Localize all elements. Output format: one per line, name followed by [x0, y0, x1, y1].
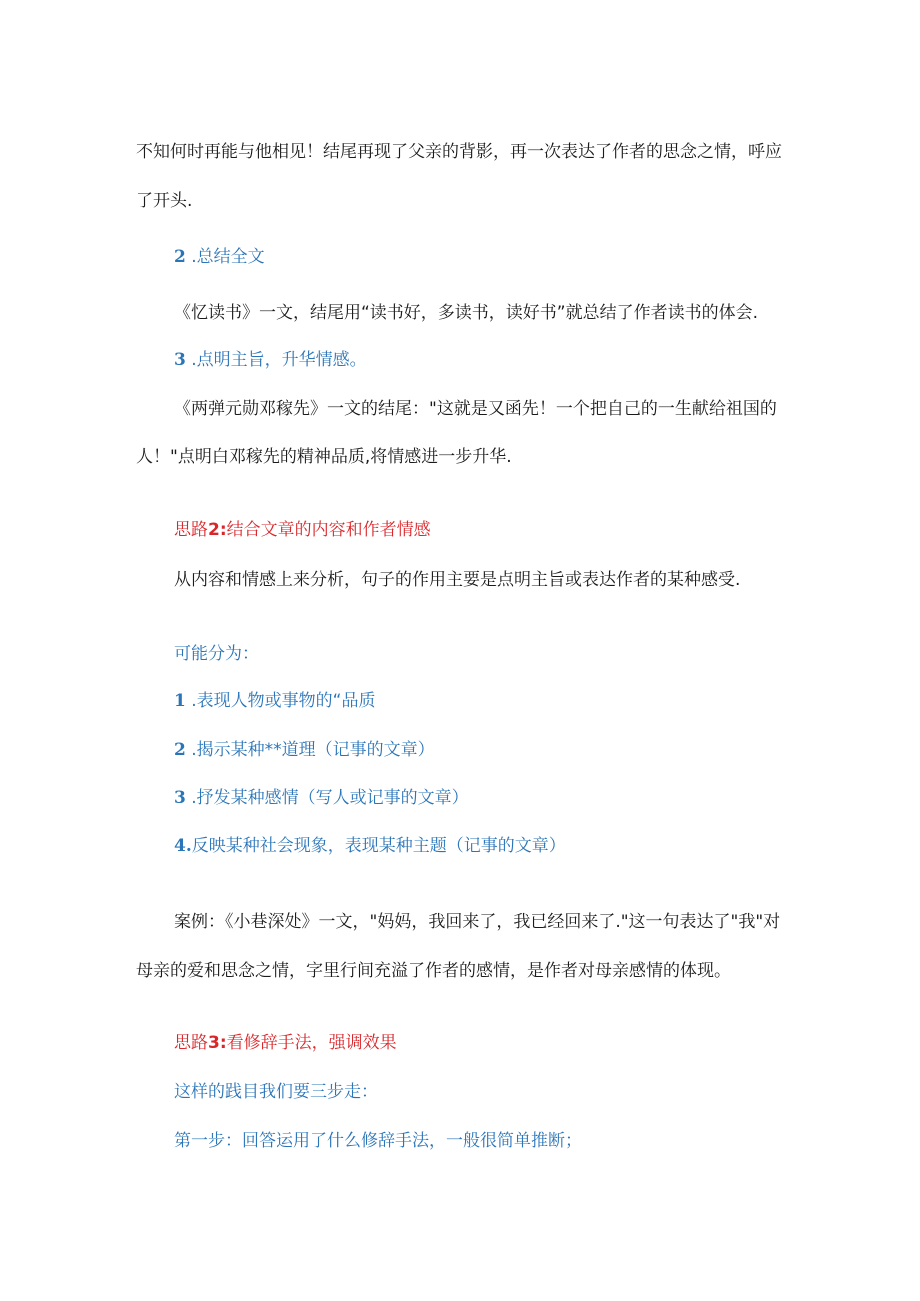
list-item-1-text: .表现人物或事物的“品质 — [191, 691, 376, 711]
heading-summary-number: 2 — [174, 247, 186, 267]
paragraph-case-line-2: 母亲的爱和思念之情，字里行间充溢了作者的感情，是作者对母亲感情的体现。 — [136, 961, 731, 981]
approach-3-number: 3: — [208, 1033, 227, 1053]
paragraph-ending-line-1: 不知何时再能与他相见！结尾再现了父亲的背影，再一次表达了作者的思念之情，呼应 — [136, 142, 782, 162]
heading-summary-text: .总结全文 — [191, 247, 265, 267]
paragraph-yidushu: 《忆读书》一文，结尾用“读书好，多读书，读好书”就总结了作者读书的体会. — [174, 303, 759, 323]
heading-theme-number: 3 — [174, 350, 186, 370]
paragraph-content-emotion: 从内容和情感上来分析，句子的作用主要是点明主旨或表达作者的某种感受. — [174, 570, 741, 590]
list-item-3-number: 3 — [174, 788, 186, 808]
paragraph-case-line-1: 案例：《小巷深处》一文，"妈妈，我回来了，我已经回来了."这一句表达了"我"对 — [174, 912, 781, 932]
approach-2-prefix: 思路 — [174, 520, 208, 540]
approach-3-text: 看修辞手法，强调效果 — [226, 1033, 397, 1053]
approach-2-number: 2: — [208, 520, 227, 540]
heading-summary — [174, 246, 265, 268]
list-item-1-number: 1 — [174, 691, 186, 711]
list-item-1 — [174, 690, 375, 712]
heading-approach-3 — [174, 1032, 397, 1054]
list-item-4-text: 反映某种社会现象，表现某种主题（记事的文章） — [191, 836, 566, 856]
heading-approach-2 — [174, 519, 431, 541]
list-item-4 — [174, 835, 566, 857]
paragraph-dengjiaxian-line-1: 《两弹元勋邓稼先》一文的结尾："这就是又函先！一个把自己的一生献给祖国的 — [174, 399, 777, 419]
list-item-3 — [174, 787, 469, 809]
heading-theme — [174, 349, 367, 371]
list-item-2-number: 2 — [174, 740, 186, 760]
approach-3-prefix: 思路 — [174, 1033, 208, 1053]
heading-theme-text: .点明主旨，升华情感。 — [191, 350, 367, 370]
approach-2-text: 结合文章的内容和作者情感 — [226, 520, 431, 540]
paragraph-dengjiaxian-line-2: 人！"点明白邓稼先的精神品质,将情感进一步升华. — [136, 447, 512, 467]
possible-categories-label: 可能分为： — [174, 644, 259, 664]
step-1: 第一步：回答运用了什么修辞手法，一般很简单推断； — [174, 1131, 582, 1151]
list-item-4-number: 4. — [174, 836, 192, 856]
list-item-3-text: .抒发某种感情（写人或记事的文章） — [191, 788, 469, 808]
steps-intro: 这样的践目我们要三步走： — [174, 1082, 378, 1102]
paragraph-ending-line-2: 了开头. — [136, 191, 193, 211]
list-item-2-text: .揭示某种**道理（记事的文章） — [191, 740, 435, 760]
list-item-2 — [174, 739, 435, 761]
